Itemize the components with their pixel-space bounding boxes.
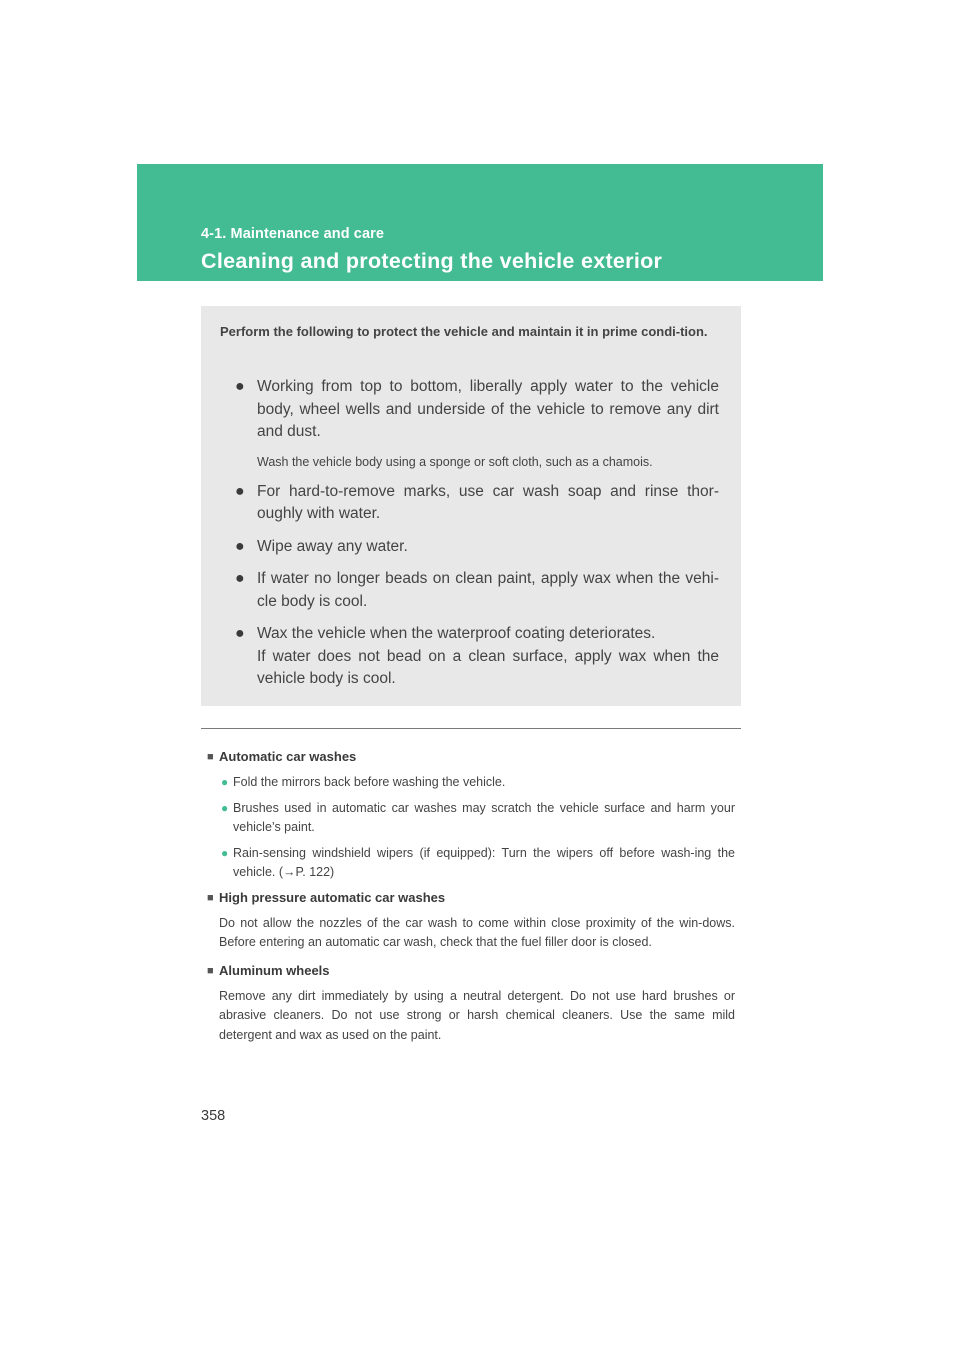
note-paragraph: Do not allow the nozzles of the car wash to come within close proximity of the win-dows. Before entering an automatic car wash, check that the fuel filler door is closed. bbox=[219, 915, 735, 949]
dot-bullet-icon: ● bbox=[221, 800, 229, 815]
note-item-text: Brushes used in automatic car washes may scratch the vehicle surface and harm your vehicle’s paint. bbox=[233, 800, 735, 834]
note-heading-text: High pressure automatic car washes bbox=[219, 889, 446, 905]
bullet-icon: ● bbox=[235, 378, 245, 395]
bullet-icon: ● bbox=[235, 570, 245, 587]
note-item-text: Fold the mirrors back before washing the vehicle. bbox=[233, 775, 506, 789]
note-heading-text: Automatic car washes bbox=[219, 749, 357, 764]
step-text: Wax the vehicle when the waterproof coating deteriorates. bbox=[257, 625, 656, 642]
dot-bullet-icon: ● bbox=[221, 775, 229, 789]
step-text: If water no longer beads on clean paint, apply wax when the vehi-cle body is cool. bbox=[257, 570, 719, 610]
square-bullet-icon: ■ bbox=[207, 751, 214, 763]
step-text: Wipe away any water. bbox=[257, 537, 408, 555]
bullet-icon: ● bbox=[235, 482, 245, 500]
square-bullet-icon: ■ bbox=[207, 891, 214, 904]
step-text: Working from top to bottom, liberally apply water to the vehicle body, wheel wells and underside of the vehicle to remove any dirt and dust. bbox=[257, 378, 719, 440]
step-item bbox=[235, 536, 719, 559]
page-title: Cleaning and protecting the vehicle exterior bbox=[201, 249, 663, 273]
section-label: 4-1. Maintenance and care bbox=[201, 226, 385, 242]
step-note: Wash the vehicle body using a sponge or soft cloth, such as a chamois. bbox=[257, 454, 653, 469]
page-number: 358 bbox=[201, 1108, 226, 1124]
step-list bbox=[235, 376, 719, 701]
notes-section bbox=[207, 748, 735, 1054]
step-item bbox=[235, 376, 719, 471]
note-list-item bbox=[207, 799, 735, 838]
note-heading bbox=[207, 889, 735, 907]
step-text: For hard-to-remove marks, use car wash soap and rinse thor-oughly with water. bbox=[257, 482, 719, 522]
header-band bbox=[137, 164, 823, 281]
note-heading-text: Aluminum wheels bbox=[219, 962, 330, 978]
step-extra-text: If water does not bead on a clean surface, apply wax when the vehicle body is cool. bbox=[257, 647, 719, 687]
section-divider bbox=[201, 728, 741, 729]
bullet-icon: ● bbox=[235, 625, 245, 642]
dot-bullet-icon: ● bbox=[221, 845, 229, 860]
step-item bbox=[235, 481, 719, 526]
note-heading bbox=[207, 962, 735, 980]
step-item bbox=[235, 568, 719, 613]
step-item bbox=[235, 623, 719, 691]
note-paragraph: Remove any dirt immediately by using a neutral detergent. Do not use hard brushes or abrasive cleaners. Do not use strong or harsh chemical cleaners. Use the same mild detergent and wax as used on the paint. bbox=[219, 988, 735, 1042]
note-item-text: Rain-sensing windshield wipers (if equipped): Turn the wipers off before wash-ing the vehicle. (→P. 122) bbox=[233, 845, 735, 879]
bullet-icon: ● bbox=[235, 537, 245, 555]
note-list-item bbox=[207, 844, 735, 883]
note-heading bbox=[207, 748, 735, 766]
intro-text: Perform the following to protect the vehicle and maintain it in prime condi-tion. bbox=[220, 324, 708, 339]
note-list-item bbox=[207, 773, 735, 793]
square-bullet-icon: ■ bbox=[207, 964, 214, 977]
intro-box bbox=[201, 306, 741, 706]
